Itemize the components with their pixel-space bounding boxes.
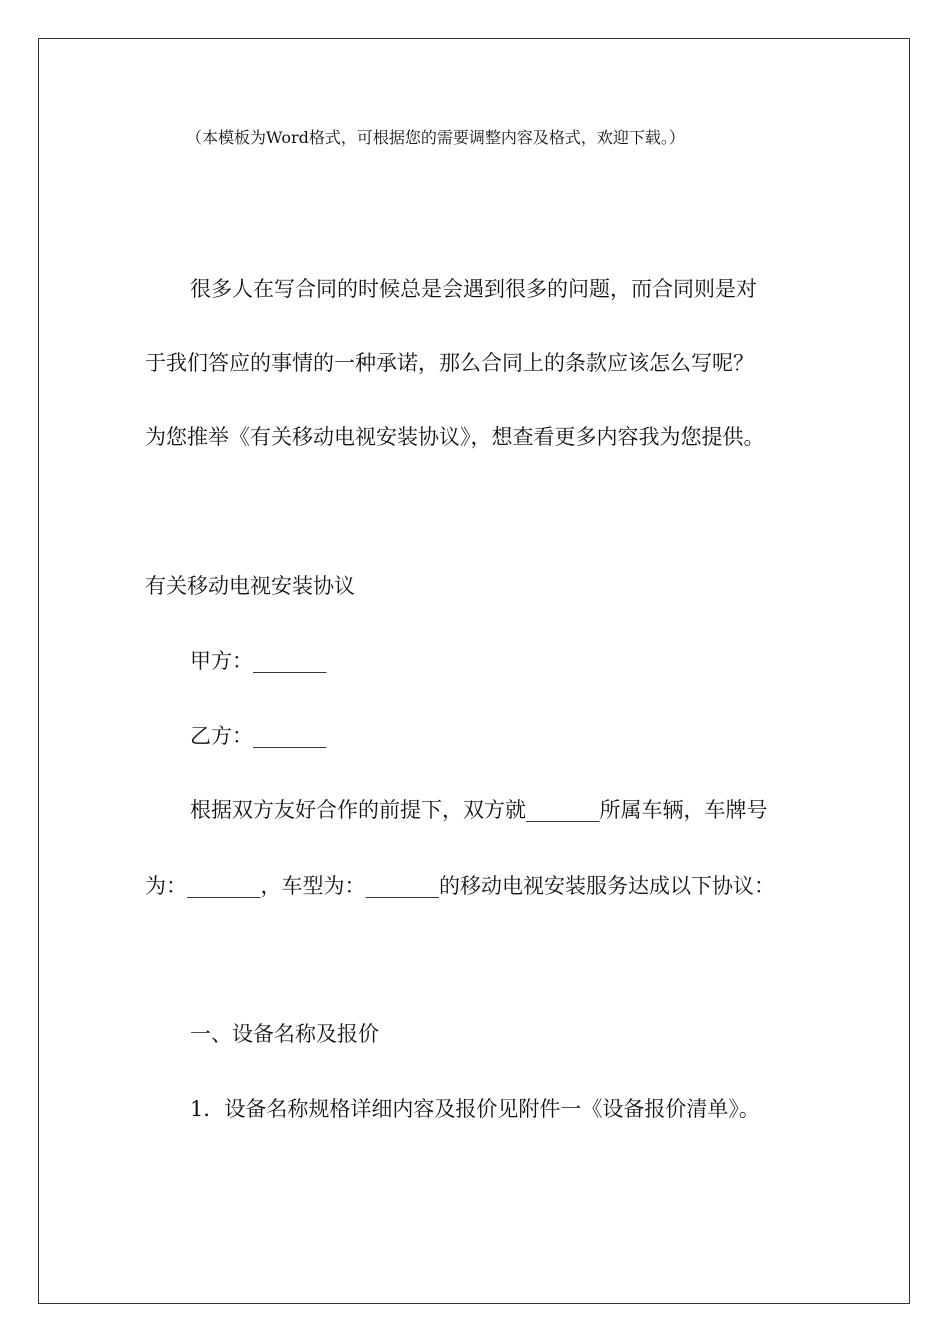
- document-title: 有关移动电视安装协议: [145, 574, 355, 598]
- preamble-line-2: 为：_______，车型为：_______的移动电视安装服务达成以下协议：: [145, 874, 775, 898]
- section-item-1: 1．设备名称规格详细内容及报价见附件一《设备报价清单》。: [190, 1097, 760, 1121]
- preamble-line-1: 根据双方友好合作的前提下，双方就_______所属车辆，车牌号: [190, 798, 768, 822]
- template-note: （本模板为Word格式，可根据您的需要调整内容及格式，欢迎下载。）: [186, 128, 685, 147]
- intro-line-2: 于我们答应的事情的一种承诺，那么合同上的条款应该怎么写呢？: [145, 351, 754, 375]
- party-a-line: 甲方：_______: [190, 649, 327, 673]
- section-heading: 一、设备名称及报价: [190, 1022, 379, 1046]
- intro-line-1: 很多人在写合同的时候总是会遇到很多的问题，而合同则是对: [190, 277, 757, 301]
- party-b-line: 乙方：_______: [190, 724, 327, 748]
- intro-line-3: 为您推举《有关移动电视安装协议》，想查看更多内容我为您提供。: [145, 425, 765, 449]
